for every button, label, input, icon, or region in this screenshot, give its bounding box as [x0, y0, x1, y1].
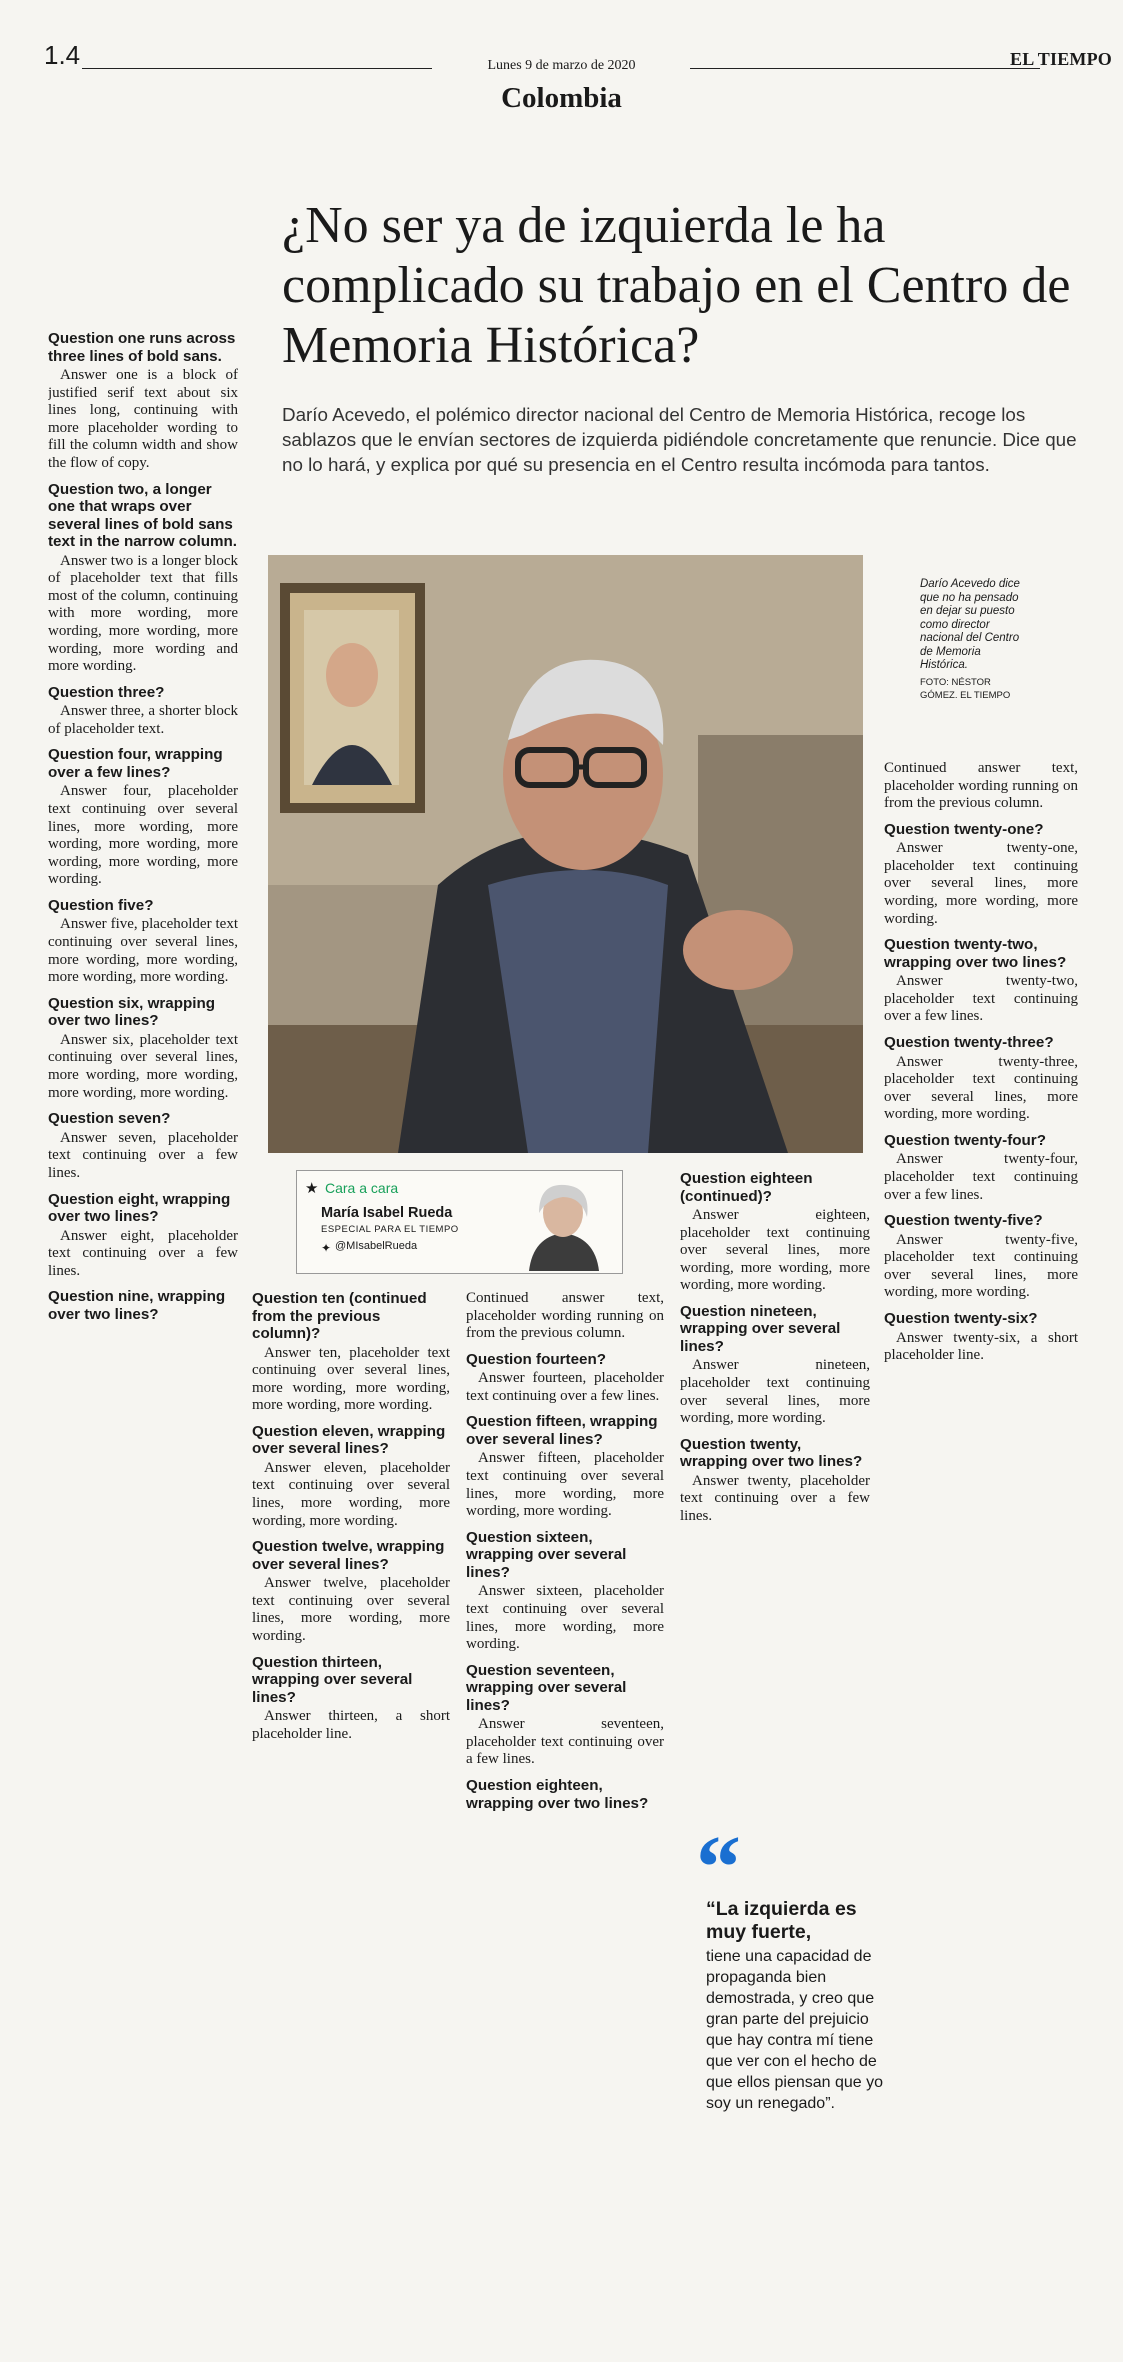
interview-answer: Answer twenty-one, placeholder text continuing over several lines, more wording, more wording, more wording. [884, 840, 1078, 927]
interview-question: Question twenty-four? [884, 1131, 1046, 1149]
interview-answer: Answer one is a block of justified serif text about six lines long, continuing with more placeholder wording to fill the column width and show the flow of copy. [48, 367, 238, 471]
interview-answer: Answer five, placeholder text continuing over several lines, more wording, more wording, more wording, more wording. [48, 916, 238, 986]
article-lede: Darío Acevedo, el polémico director nacional del Centro de Memoria Histórica, recoge los sablazos que le envían sectores de izquierda pidiéndole concretamente que renuncie. Dice que no lo hará, y explica por qué su presencia en el Centro resulta incómoda para tantos. [282, 404, 1077, 475]
text-column-2 [252, 1290, 450, 2262]
interview-question: Question twenty-three? [884, 1034, 1054, 1052]
interview-answer: Answer eighteen, placeholder text continuing over several lines, more wording, more wording, more wording, more wording. [680, 1207, 870, 1294]
interview-answer: Answer twenty-two, placeholder text continuing over a few lines. [884, 973, 1078, 1025]
text-column-3 [466, 1290, 664, 2262]
interview-photo [268, 555, 863, 1153]
twitter-icon: ✦ [321, 1241, 332, 1255]
interview-answer: Answer fifteen, placeholder text continuing over several lines, more wording, more wording, more wording. [466, 1450, 664, 1520]
interview-answer: Answer seventeen, placeholder text continuing over a few lines. [466, 1716, 664, 1768]
interview-answer: Answer fourteen, placeholder text continuing over a few lines. [466, 1370, 664, 1404]
photo-caption [920, 578, 1030, 703]
header-rule-right [690, 68, 1040, 69]
page-date: Lunes 9 de marzo de 2020 [487, 58, 636, 73]
interview-question: Question twenty, wrapping over two lines? [680, 1435, 863, 1471]
interview-answer: Answer twelve, placeholder text continuing over several lines, more wording, more wording. [252, 1575, 450, 1645]
interview-question: Question three? [48, 683, 165, 701]
interview-question: Question one runs across three lines of bold sans. [48, 330, 236, 365]
interview-answer: Answer eight, placeholder text continuing over a few lines. [48, 1227, 238, 1279]
interview-question: Question eighteen (continued)? [680, 1170, 813, 1205]
interview-question: Question twenty-two, wrapping over two lines? [884, 936, 1067, 971]
interview-answer: Answer eleven, placeholder text continuing over several lines, more wording, more wording, more wording. [252, 1459, 450, 1529]
interview-answer: Answer six, placeholder text continuing over several lines, more wording, more wording, more wording, more wording. [48, 1031, 238, 1101]
interview-answer: Answer two is a longer block of placeholder text that fills most of the column, continuing with more wording, more wording, more wording, more wording, more wording and more wording. [48, 552, 238, 675]
interview-question: Question sixteen, wrapping over several lines? [466, 1528, 627, 1581]
interview-question: Question two, a longer one that wraps over several lines of bold sans text in the narrow column. [48, 480, 238, 551]
author-handle: @MIsabelRueda [335, 1240, 418, 1252]
interview-question: Question seventeen, wrapping over several lines? [466, 1661, 627, 1714]
interview-question: Question fifteen, wrapping over several lines? [466, 1413, 658, 1448]
interview-question: Question eight, wrapping over two lines? [48, 1190, 231, 1225]
interview-question: Question eleven, wrapping over several lines? [252, 1422, 446, 1458]
star-icon: ★ [305, 1181, 319, 1197]
author-kicker: Cara a cara [325, 1180, 399, 1196]
brand-logo: EL TIEMPO [1010, 49, 1112, 69]
interview-question: Question seven? [48, 1110, 171, 1128]
interview-question: Question twenty-six? [884, 1310, 1038, 1328]
photo-caption-text: Darío Acevedo dice que no ha pensado en dejar su puesto como director nacional del Centro de Memoria Histórica. [920, 578, 1020, 671]
interview-answer: Continued answer text, placeholder wording running on from the previous column. [466, 1290, 664, 1342]
interview-question: Question nineteen, wrapping over several lines? [680, 1302, 841, 1355]
text-column-1 [48, 330, 238, 2262]
interview-question: Question nine, wrapping over two lines? [48, 1288, 226, 1323]
pullquote-lead: “La izquierda es muy fuerte, [706, 1898, 857, 1943]
interview-question: Question fourteen? [466, 1350, 607, 1368]
quote-mark-icon: “ [696, 1818, 741, 1917]
text-column-5 [884, 760, 1078, 2262]
interview-answer: Answer twenty-five, placeholder text continuing over several lines, more wording, more wording. [884, 1231, 1078, 1301]
page-number: 1.4 [44, 40, 81, 70]
section-title: Colombia [501, 82, 622, 114]
interview-answer: Answer ten, placeholder text continuing over several lines, more wording, more wording, more wording, more wording. [252, 1344, 450, 1414]
interview-question: Question six, wrapping over two lines? [48, 994, 216, 1030]
interview-answer: Answer thirteen, a short placeholder line. [252, 1708, 450, 1742]
photo-credit: FOTO: NÉSTOR GÓMEZ. EL TIEMPO [920, 676, 1011, 701]
pullquote-text: tiene una capacidad de propaganda bien demostrada, y creo que gran parte del prejuicio que hay contra mí tiene que ver con el hecho de que ellos piensan que yo soy un renegado”. [706, 1948, 884, 2112]
interview-answer: Answer twenty-three, placeholder text continuing over several lines, more wording, more wording. [884, 1053, 1078, 1123]
author-box [296, 1170, 623, 1274]
interview-question: Question ten (continued from the previous column)? [252, 1290, 427, 1342]
interview-question: Question thirteen, wrapping over several lines? [252, 1653, 413, 1706]
interview-answer: Answer twenty-four, placeholder text continuing over a few lines. [884, 1151, 1078, 1203]
interview-question: Question twenty-five? [884, 1212, 1043, 1230]
author-photo [509, 1177, 617, 1271]
interview-answer: Answer four, placeholder text continuing over several lines, more wording, more wording, more wording, more wording, more wording, more wording. [48, 783, 238, 888]
interview-answer: Answer three, a shorter block of placeholder text. [48, 703, 238, 737]
text-column-4 [680, 1170, 870, 1810]
interview-question: Question eighteen, wrapping over two lines? [466, 1777, 649, 1812]
interview-answer: Answer twenty, placeholder text continuing over a few lines. [680, 1472, 870, 1525]
interview-answer: Answer twenty-six, a short placeholder line. [884, 1329, 1078, 1364]
author-name: María Isabel Rueda [321, 1205, 453, 1221]
interview-answer: Answer nineteen, placeholder text continuing over several lines, more wording, more wording. [680, 1357, 870, 1427]
interview-answer: Answer sixteen, placeholder text continuing over several lines, more wording, more wording. [466, 1583, 664, 1653]
interview-answer: Answer seven, placeholder text continuing over a few lines. [48, 1129, 238, 1181]
author-role: ESPECIAL PARA EL TIEMPO [321, 1224, 459, 1235]
interview-answer: Continued answer text, placeholder wording running on from the previous column. [884, 760, 1078, 812]
interview-question: Question five? [48, 896, 154, 914]
interview-question: Question four, wrapping over a few lines? [48, 746, 223, 781]
article-title: ¿No ser ya de izquierda le ha complicado su trabajo en el Centro de Memoria Histórica? [282, 197, 1071, 374]
interview-question: Question twenty-one? [884, 820, 1044, 838]
interview-question: Question twelve, wrapping over several lines? [252, 1538, 445, 1573]
